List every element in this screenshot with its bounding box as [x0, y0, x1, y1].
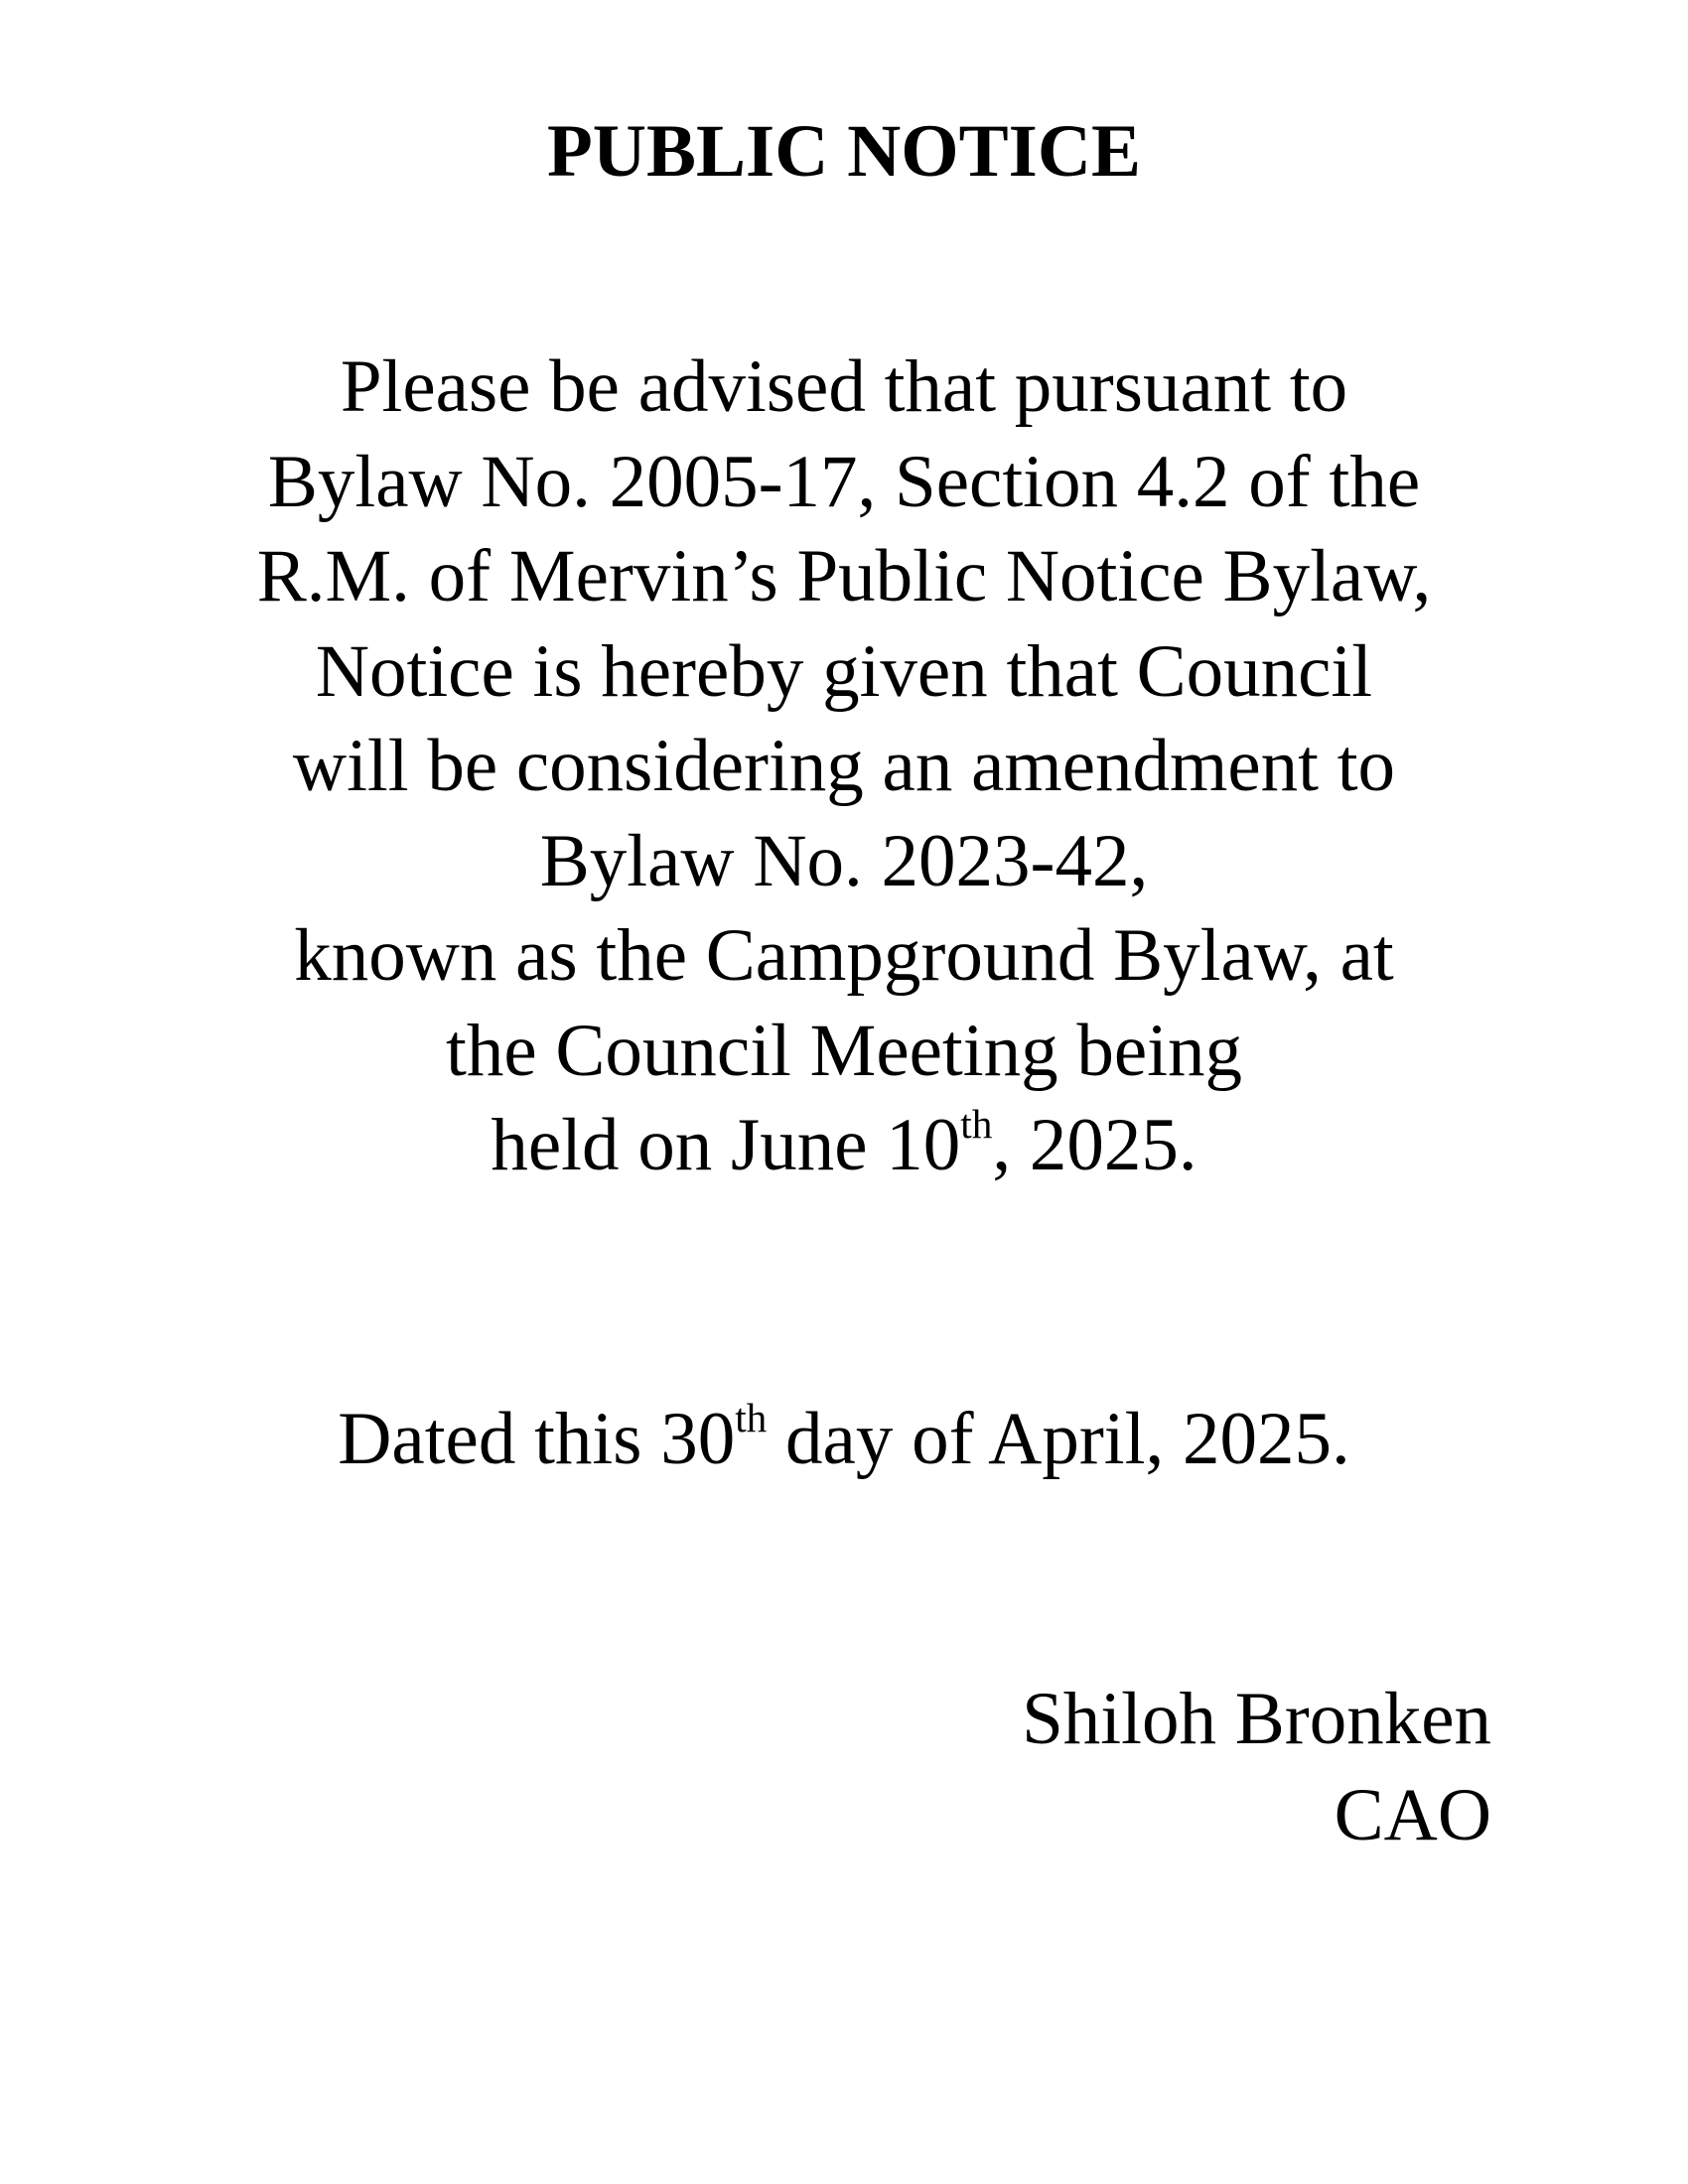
meeting-date-prefix: held on June 10 [491, 1104, 961, 1186]
notice-title: PUBLIC NOTICE [546, 110, 1142, 193]
body-line: known as the Campground Bylaw, at [294, 914, 1394, 997]
signature-block [894, 1671, 1491, 1863]
dated-ordinal: th [735, 1394, 768, 1440]
body-line: Bylaw No. 2023-42, [539, 819, 1149, 902]
body-line: Bylaw No. 2005-17, Section 4.2 of the [267, 440, 1421, 523]
dated-rest: day of April, 2025. [767, 1398, 1350, 1480]
body-line: Notice is hereby given that Council [315, 629, 1373, 713]
meeting-date-rest: , 2025. [992, 1104, 1197, 1186]
notice-body [0, 340, 1688, 1193]
signatory-position: CAO [1334, 1774, 1491, 1856]
dated-prefix: Dated this 30 [338, 1398, 736, 1480]
body-line: will be considering an amendment to [292, 725, 1396, 807]
meeting-date-line [0, 1098, 1688, 1193]
meeting-date-ordinal: th [960, 1100, 993, 1147]
body-line: R.M. of Mervin’s Public Notice Bylaw, [256, 535, 1432, 617]
signatory-name: Shiloh Bronken [1022, 1678, 1491, 1760]
body-line: Please be advised that pursuant to [340, 345, 1348, 428]
dated-line [0, 1395, 1688, 1484]
body-line: the Council Meeting being [446, 1009, 1242, 1092]
